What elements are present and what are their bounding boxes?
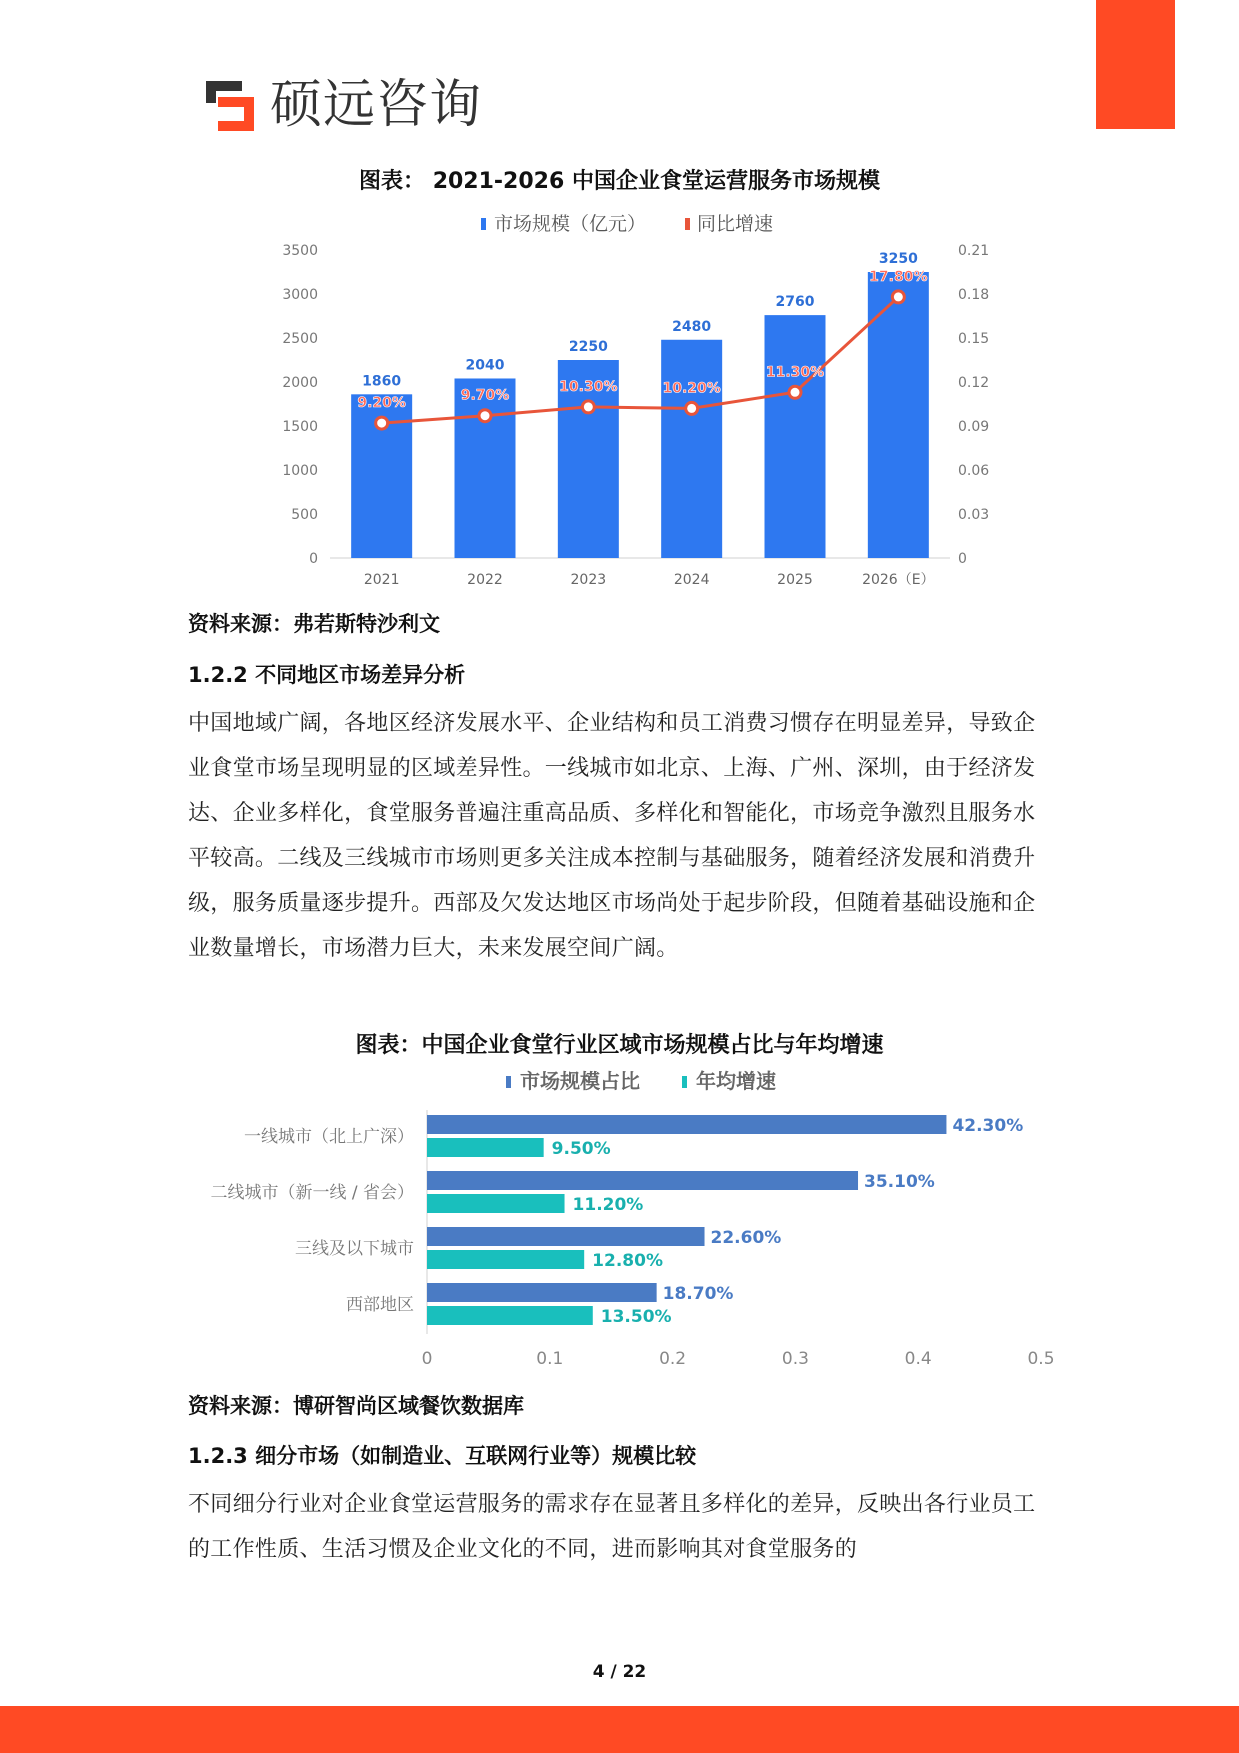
x-axis-tick-label: 2025	[777, 572, 813, 585]
bar-data-label: 2040	[465, 357, 505, 374]
growth-rate-label: 10.30%	[559, 378, 618, 395]
legend-line-swatch	[685, 218, 690, 230]
growth-rate-point	[892, 291, 904, 303]
bar-growth-label: 11.20%	[572, 1195, 644, 1215]
growth-rate-point	[582, 401, 594, 413]
category-label: 西部地区	[346, 1295, 414, 1315]
section-123-paragraph: 不同细分行业对企业食堂运营服务的需求存在显著且多样化的差异，反映出各行业员工的工作性质、生活习惯及企业文化的不同，进而影响其对食堂服务的	[188, 1492, 1036, 1562]
y2-axis-tick-label: 0.18	[958, 287, 990, 303]
chart2-source: 资料来源：博研智尚区域餐饮数据库	[188, 1394, 524, 1418]
y2-axis-tick-label: 0.15	[958, 331, 990, 347]
bar-market-share	[427, 1283, 657, 1302]
bar-growth-label: 13.50%	[600, 1307, 672, 1327]
market-size-chart	[0, 205, 1239, 585]
x-axis-tick-label: 2022	[467, 572, 503, 585]
section-122-heading: 1.2.2 不同地区市场差异分析	[188, 663, 466, 687]
legend-growth-label: 年均增速	[696, 1069, 776, 1093]
bar-data-label: 2250	[568, 339, 608, 355]
growth-rate-label: 11.30%	[765, 364, 825, 381]
legend-share-swatch	[506, 1076, 511, 1088]
x-axis-tick-label: 2024	[673, 572, 710, 585]
x-axis-tick-label: 0	[421, 1349, 433, 1369]
x-axis-tick-label: 0.5	[1027, 1349, 1055, 1369]
x-axis-tick-label: 0.4	[904, 1349, 932, 1369]
y-axis-tick-label: 500	[291, 507, 318, 523]
x-axis-tick-label: 0.2	[659, 1349, 687, 1369]
chart2-title: 图表：中国企业食堂行业区域市场规模占比与年均增速	[355, 1033, 884, 1058]
y-axis-tick-label: 1500	[282, 419, 318, 435]
bar-market-size	[661, 340, 722, 558]
bar-data-label: 1860	[362, 373, 402, 390]
x-axis-tick-label: 0.1	[536, 1349, 564, 1369]
y2-axis-tick-label: 0	[958, 551, 967, 567]
brand-logo	[200, 74, 482, 136]
logo-mark-icon	[200, 75, 260, 135]
growth-rate-label: 9.70%	[460, 387, 510, 404]
category-label: 一线城市（北上广深）	[244, 1127, 414, 1147]
legend-growth-swatch	[682, 1076, 687, 1088]
legend-line-label: 同比增速	[697, 213, 774, 235]
bar-annual-growth	[427, 1138, 544, 1157]
growth-rate-label: 9.20%	[357, 395, 406, 412]
bar-share-label: 42.30%	[952, 1116, 1024, 1136]
section-123-heading: 1.2.3 细分市场（如制造业、互联网行业等）规模比较	[188, 1444, 697, 1468]
bar-share-label: 18.70%	[662, 1284, 734, 1304]
bar-data-label: 2760	[775, 294, 815, 311]
growth-rate-point	[789, 386, 801, 398]
bar-market-share	[427, 1227, 705, 1246]
legend-bar-label: 市场规模（亿元）	[494, 213, 647, 235]
growth-rate-label: 17.80%	[869, 268, 928, 285]
category-label: 三线及以下城市	[295, 1239, 414, 1259]
x-axis-tick-label: 2026（E）	[862, 572, 935, 585]
bar-market-share	[427, 1115, 946, 1134]
bar-market-size	[765, 315, 826, 558]
bar-market-size	[455, 378, 516, 558]
growth-rate-point	[479, 410, 491, 422]
bar-growth-label: 9.50%	[551, 1139, 611, 1159]
growth-rate-point	[686, 402, 698, 414]
y2-axis-tick-label: 0.12	[958, 375, 990, 391]
page-number: 4 / 22	[592, 1662, 647, 1682]
y-axis-tick-label: 3500	[282, 243, 318, 259]
y2-axis-tick-label: 0.06	[958, 463, 990, 479]
y-axis-tick-label: 1000	[282, 463, 318, 479]
x-axis-tick-label: 2021	[363, 572, 400, 585]
bar-share-label: 35.10%	[864, 1172, 935, 1192]
y-axis-tick-label: 3000	[282, 287, 318, 303]
y-axis-tick-label: 2500	[282, 331, 318, 347]
bar-data-label: 2480	[672, 318, 712, 335]
section-122-paragraph: 中国地域广阔，各地区经济发展水平、企业结构和员工消费习惯存在明显差异，导致企业食堂市场呈现明显的区域差异性。一线城市如北京、上海、广州、深圳，由于经济发达、企业多样化，食堂服务普遍注重高品质、多样化和智能化，市场竞争激烈且服务水平较高。二线及三线城市市场则更多关注成本控制与基础服务，随着经济发展和消费升级，服务质量逐步提升。西部及欠发达地区市场尚处于起步阶段，但随着基础设施和企业数量增长，市场潜力巨大，未来发展空间广阔。	[188, 711, 1036, 961]
y2-axis-tick-label: 0.09	[958, 419, 990, 435]
legend-bar-swatch	[481, 218, 486, 230]
footer-accent-bar	[0, 1706, 1239, 1753]
growth-rate-point	[376, 417, 388, 429]
x-axis-tick-label: 2023	[570, 572, 607, 585]
chart1-source: 资料来源：弗若斯特沙利文	[188, 612, 440, 636]
bar-growth-label: 12.80%	[592, 1251, 663, 1271]
bar-annual-growth	[427, 1250, 584, 1269]
growth-rate-label: 10.20%	[662, 380, 721, 397]
category-label: 二线城市（新一线 / 省会）	[210, 1183, 414, 1203]
bar-annual-growth	[427, 1194, 565, 1213]
bar-share-label: 22.60%	[710, 1228, 782, 1248]
bar-data-label: 3250	[878, 251, 918, 267]
regional-share-chart	[0, 1062, 1239, 1372]
y2-axis-tick-label: 0.21	[958, 243, 990, 259]
y2-axis-tick-label: 0.03	[958, 507, 990, 523]
legend-share-label: 市场规模占比	[520, 1069, 640, 1093]
corner-accent-tab	[1096, 0, 1175, 129]
bar-market-share	[427, 1171, 858, 1190]
logo-text: 硕远咨询	[270, 75, 483, 135]
y-axis-tick-label: 2000	[282, 375, 318, 391]
x-axis-tick-label: 0.3	[781, 1349, 809, 1369]
y-axis-tick-label: 0	[309, 551, 318, 567]
chart1-title: 图表： 2021-2026 中国企业食堂运营服务市场规模	[359, 169, 880, 194]
bar-annual-growth	[427, 1306, 593, 1325]
